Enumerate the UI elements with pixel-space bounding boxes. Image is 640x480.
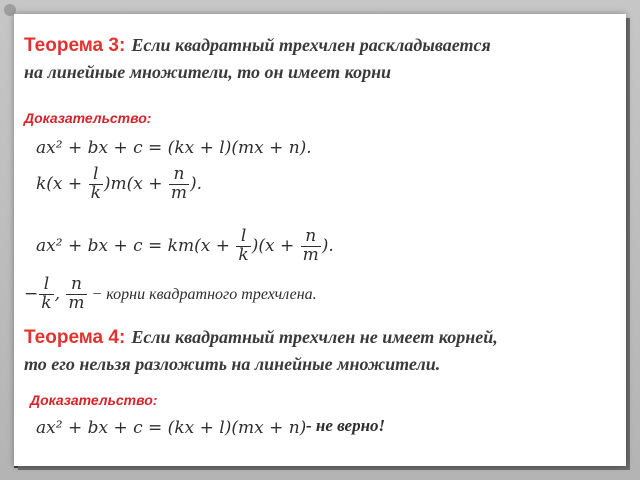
theorem-3 bbox=[24, 32, 491, 86]
fraction-n-over-m bbox=[66, 276, 86, 313]
f3-post: ). bbox=[321, 235, 334, 256]
theorem-4-text-line2: то его нельзя разложить на линейные множители. bbox=[24, 354, 441, 374]
theorem-4 bbox=[24, 324, 498, 378]
fraction-denominator: k bbox=[41, 292, 52, 313]
fraction-denominator: k bbox=[90, 182, 101, 203]
verdict-not-true: - не верно! bbox=[306, 416, 386, 435]
f2-mid: )m(x + bbox=[103, 173, 168, 194]
f4-minus: − bbox=[24, 283, 39, 304]
f2-post: ). bbox=[190, 173, 203, 194]
fraction-denominator: k bbox=[238, 244, 249, 265]
theorem-4-text-line1: Если квадратный трехчлен не имеет корней, bbox=[131, 327, 498, 347]
formula-km-product bbox=[36, 228, 334, 265]
fraction-l-over-k bbox=[89, 166, 103, 203]
proof-1-title: Доказательство: bbox=[24, 110, 152, 126]
proof-2-title: Доказательство: bbox=[30, 392, 158, 408]
fraction-denominator: m bbox=[68, 292, 85, 313]
f2-pre: k(x + bbox=[36, 173, 88, 194]
fraction-n-over-m bbox=[301, 228, 321, 265]
theorem-4-label: Теорема 4: bbox=[24, 327, 126, 348]
fraction-l-over-k bbox=[236, 228, 250, 265]
formula-false-factorization-text: ax² + bx + c = (kx + l)(mx + n) bbox=[36, 418, 307, 438]
formula-roots bbox=[24, 276, 317, 313]
theorem-3-label: Теорема 3: bbox=[24, 35, 126, 56]
fraction-n-over-m bbox=[169, 166, 189, 203]
fraction-numerator: l bbox=[39, 276, 53, 295]
f3-mid: )(x + bbox=[251, 235, 300, 256]
theorem-3-text-line2: на линейные множители, то он имеет корни bbox=[24, 62, 392, 82]
f4-comma: , bbox=[54, 283, 60, 304]
f3-pre: ax² + bx + c = km(x + bbox=[36, 235, 236, 256]
formula-factorization bbox=[36, 138, 312, 158]
formula-factorization-text: ax² + bx + c = (kx + l)(mx + n). bbox=[36, 138, 312, 158]
fraction-numerator: l bbox=[236, 228, 250, 247]
formula-false-factorization bbox=[36, 418, 306, 438]
fraction-numerator: n bbox=[169, 166, 189, 185]
theorem-3-text-line1: Если квадратный трехчлен раскладывается bbox=[131, 35, 491, 55]
fraction-numerator: n bbox=[301, 228, 321, 247]
fraction-numerator: n bbox=[66, 276, 86, 295]
fraction-denominator: m bbox=[302, 244, 319, 265]
fraction-denominator: m bbox=[170, 182, 188, 203]
roots-note: − корни квадратного трехчлена. bbox=[87, 285, 317, 303]
fraction-numerator: l bbox=[89, 166, 103, 185]
fraction-l-over-k bbox=[39, 276, 53, 313]
slide bbox=[14, 14, 626, 466]
formula-k-m-form bbox=[36, 166, 202, 203]
